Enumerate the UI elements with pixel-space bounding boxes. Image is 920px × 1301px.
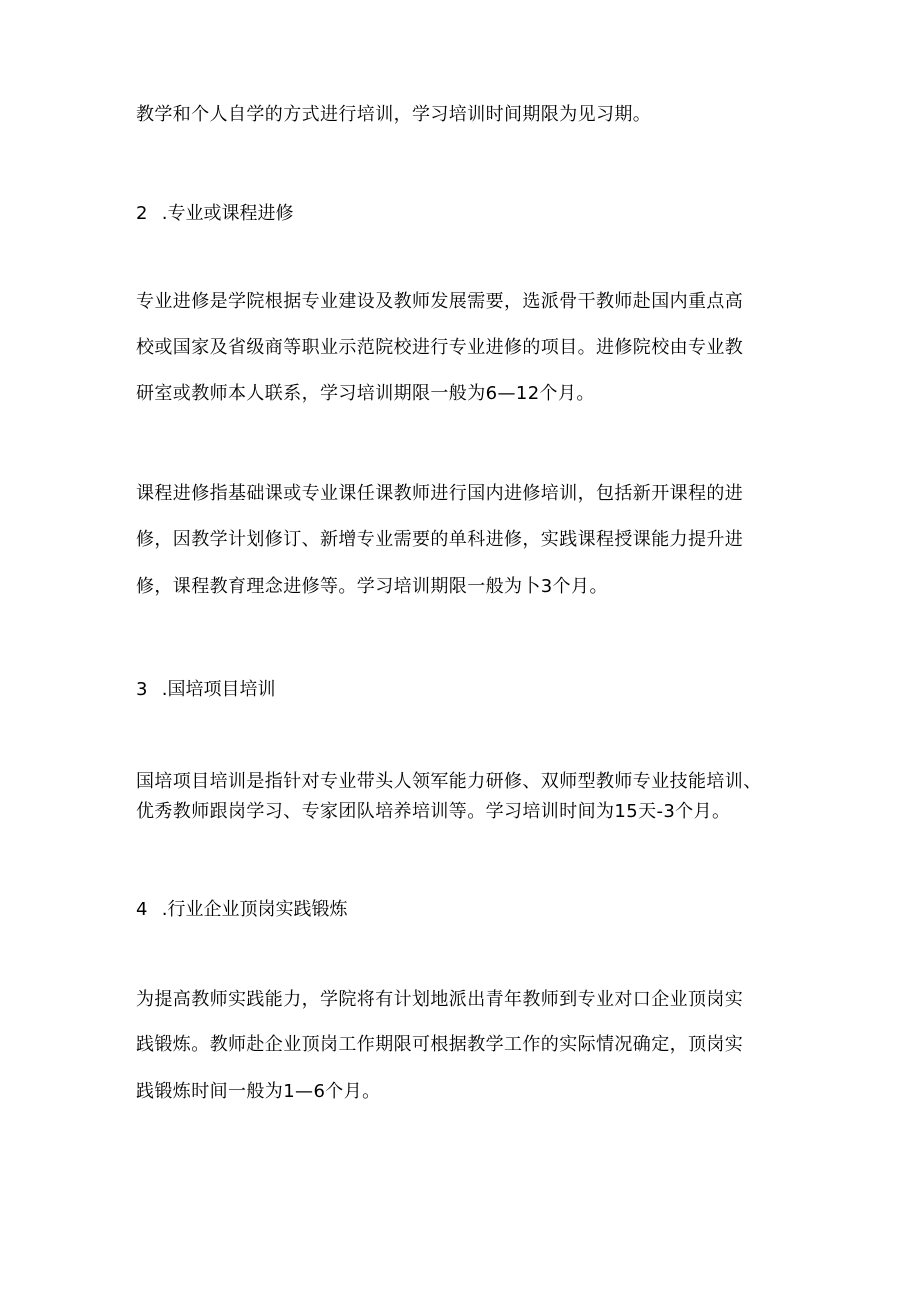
section-title: .国培项目培训 bbox=[161, 679, 276, 700]
section-number: 4 bbox=[136, 899, 148, 920]
section-heading-4 bbox=[136, 898, 347, 922]
paragraph-line: 国培项目培训是指针对专业带头人领军能力研修、双师型教师专业技能培训、 bbox=[136, 771, 762, 792]
section-number: 3 bbox=[136, 679, 148, 700]
intro-line: 教学和个人自学的方式进行培训，学习培训时间期限为见习期。 bbox=[136, 104, 652, 125]
section-title: .行业企业顶岗实践锻炼 bbox=[161, 899, 348, 920]
paragraph-line: 践锻炼。教师赴企业顶岗工作期限可根据教学工作的实际情况确定，顶岗实 bbox=[136, 1034, 744, 1055]
paragraph-line: 修，因教学计划修订、新增专业需要的单科进修，实践课程授课能力提升进 bbox=[136, 529, 744, 550]
paragraph-line: 课程进修指基础课或专业课任课教师进行国内进修培训，包括新开课程的进 bbox=[136, 483, 744, 504]
paragraph-line: 修，课程教育理念进修等。学习培训期限一般为卜3个月。 bbox=[136, 576, 608, 597]
paragraph-line: 研室或教师本人联系，学习培训期限一般为6—12个月。 bbox=[136, 383, 595, 404]
paragraph-line: 专业进修是学院根据专业建设及教师发展需要，选派骨干教师赴国内重点高 bbox=[136, 291, 744, 312]
section-heading-2 bbox=[136, 202, 293, 226]
paragraph-line: 校或国家及省级商等职业示范院校进行专业进修的项目。进修院校由专业教 bbox=[136, 337, 744, 358]
section-heading-3 bbox=[136, 678, 275, 702]
section-title: .专业或课程进修 bbox=[161, 203, 294, 224]
paragraph-line: 为提高教师实践能力，学院将有计划地派出青年教师到专业对口企业顶岗实 bbox=[136, 989, 744, 1010]
paragraph-line: 优秀教师跟岗学习、专家团队培养培训等。学习培训时间为15天-3个月。 bbox=[136, 801, 731, 822]
paragraph-line: 践锻炼时间一般为1—6个月。 bbox=[136, 1081, 381, 1102]
section-number: 2 bbox=[136, 203, 148, 224]
